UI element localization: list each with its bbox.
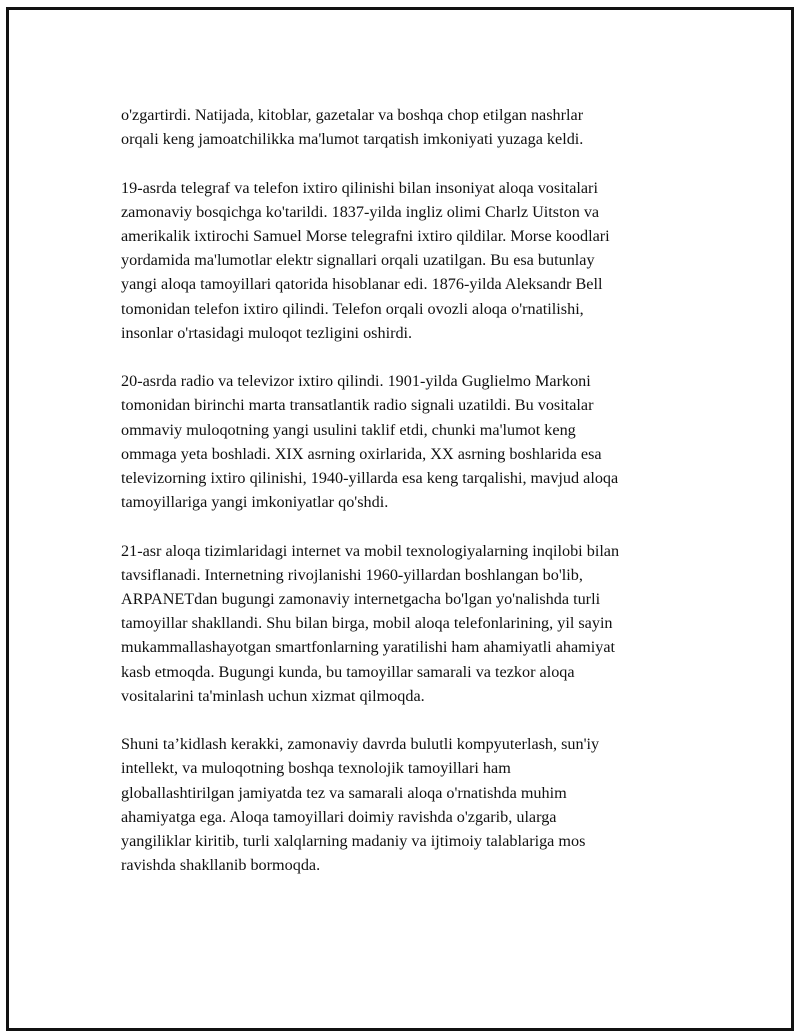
paragraph-line: 21-asr aloqa tizimlaridagi internet va mobil texnologiyalarning inqilobi bilan xyxy=(121,541,620,560)
paragraph-line: yordamida ma'lumotlar elektr signallari orqali uzatilgan. Bu esa butunlay xyxy=(121,251,595,270)
paragraph-line: globallashtirilgan jamiyatda tez va samarali aloqa o'rnatishda muhim xyxy=(121,783,567,802)
paragraph-line: yangiliklar kiritib, turli xalqlarning madaniy va ijtimoiy talablariga mos xyxy=(121,832,586,851)
paragraph-line: insonlar o'rtasidagi muloqot tezligini oshirdi. xyxy=(121,323,413,342)
paragraph-line: ARPANETdan bugungi zamonaviy internetgacha bo'lgan yo'nalishda turli xyxy=(121,590,601,609)
paragraph-line: Shuni ta’kidlash kerakki, zamonaviy davrda bulutli kompyuterlash, sun'iy xyxy=(121,735,600,754)
paragraph-line: ahamiyatga ega. Aloqa tamoyillari doimiy ravishda o'zgarib, ularga xyxy=(121,807,557,826)
page-frame xyxy=(6,7,794,1031)
paragraph-line: zamonaviy bosqichga ko'tarildi. 1837-yilda ingliz olimi Charlz Uitston va xyxy=(121,202,600,221)
paragraph-line: 20-asrda radio va televizor ixtiro qilindi. 1901-yilda Guglielmo Markoni xyxy=(121,372,591,391)
paragraph-line: o'zgartirdi. Natijada, kitoblar, gazetalar va boshqa chop etilgan nashrlar xyxy=(121,106,584,124)
paragraph-line: orqali keng jamoatchilikka ma'lumot tarqatish imkoniyati yuzaga keldi. xyxy=(121,130,584,149)
paragraph-line: tomonidan telefon ixtiro qilindi. Telefon orqali ovozli aloqa o'rnatilishi, xyxy=(121,299,584,318)
paragraph-2 xyxy=(121,176,696,345)
paragraph-line: amerikalik ixtirochi Samuel Morse telegrafni ixtiro qildilar. Morse koodlari xyxy=(121,227,610,245)
paragraph-line: 19-asrda telegraf va telefon ixtiro qilinishi bilan insoniyat aloqa vositalari xyxy=(121,178,598,197)
paragraph-line: tomonidan birinchi marta transatlantik radio signali uzatildi. Bu vositalar xyxy=(121,396,594,415)
paragraph-line: tavsiflanadi. Internetning rivojlanishi 1960-yillardan boshlangan bo'lib, xyxy=(121,565,583,584)
paragraph-line: intellekt, va muloqotning boshqa texnolojik tamoyillari ham xyxy=(121,759,511,778)
paragraph-line: televizorning ixtiro qilinishi, 1940-yillarda esa keng tarqalishi, mavjud aloqa xyxy=(121,469,619,488)
paragraph-line: ravishda shakllanib bormoqda. xyxy=(121,856,321,875)
paragraph-line: kasb etmoqda. Bugungi kunda, bu tamoyillar samarali va tezkor aloqa xyxy=(121,662,575,681)
paragraph-line: ommaviy muloqotning yangi usulini taklif etdi, chunki ma'lumot keng xyxy=(121,420,576,439)
paragraph-line: yangi aloqa tamoyillari qatorida hisoblanar edi. 1876-yilda Aleksandr Bell xyxy=(121,275,603,294)
paragraph-line: vositalarini ta'minlash uchun xizmat qilmoqda. xyxy=(121,686,425,705)
paragraph-1 xyxy=(121,103,696,151)
paragraph-4 xyxy=(121,539,696,708)
document-body xyxy=(121,103,696,902)
paragraph-5 xyxy=(121,732,696,877)
paragraph-line: tamoyillariga yangi imkoniyatlar qo'shdi. xyxy=(121,493,389,512)
paragraph-line: mukammallashayotgan smartfonlarning yaratilishi ham ahamiyatli ahamiyat xyxy=(121,638,616,657)
paragraph-line: ommaga yeta boshladi. XIX asrning oxirlarida, XX asrning boshlarida esa xyxy=(121,444,602,463)
paragraph-line: tamoyillar shakllandi. Shu bilan birga, mobil aloqa telefonlarining, yil sayin xyxy=(121,614,613,633)
paragraph-3 xyxy=(121,369,696,514)
